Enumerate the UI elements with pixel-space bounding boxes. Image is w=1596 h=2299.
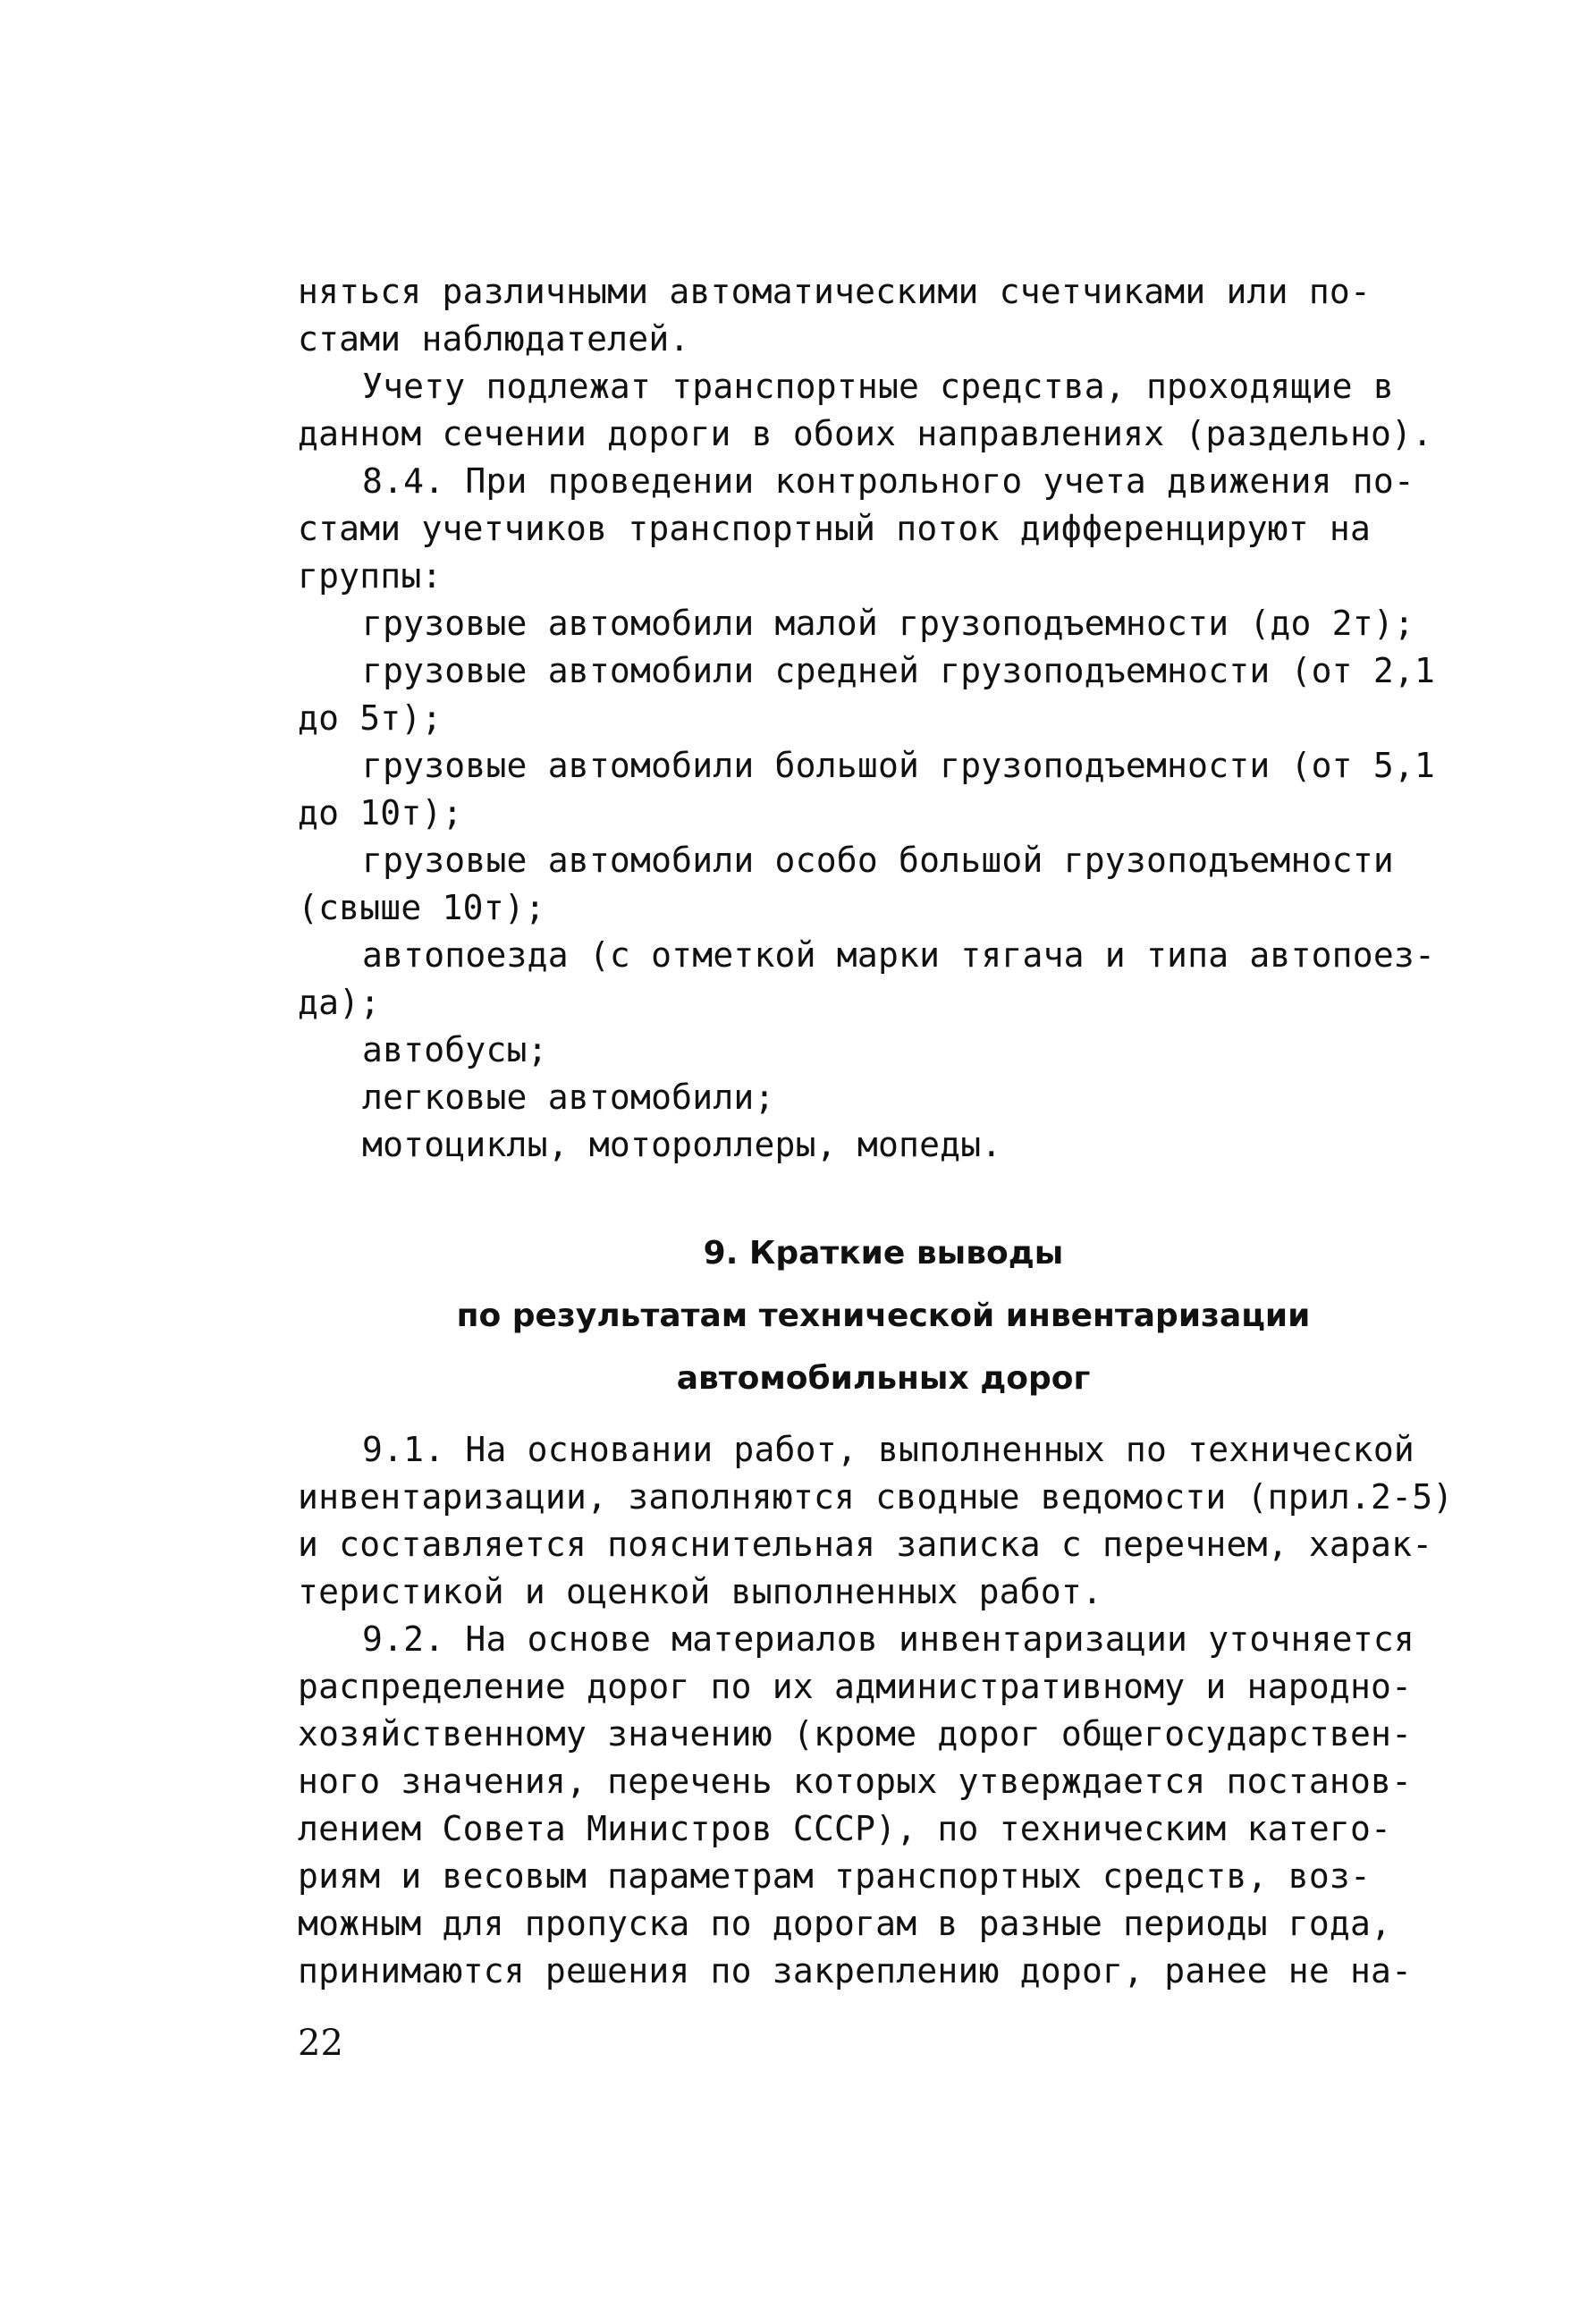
text-line: 8.4. При проведении контрольного учета движения по- [362,461,1414,501]
list-item: грузовые автомобили особо большой грузоподъемности [362,841,1394,880]
text-line: хозяйственному значению (кроме дорог общегосударствен- [298,1714,1413,1754]
text-line: стами учетчиков транспортный поток дифференцируют на [298,509,1372,548]
list-item: грузовые автомобили средней грузоподъемности (от 2,1 [362,651,1436,690]
text-line: стами наблюдателей. [298,319,690,359]
list-item: легковые автомобили; [362,1078,775,1117]
list-item: мотоциклы, мотороллеры, мопеды. [362,1125,1002,1164]
section-heading-line: автомобильных дорог [676,1360,1091,1397]
list-item: грузовые автомобили большой грузоподъемности (от 5,1 [362,746,1436,785]
section-9-text [298,1426,1469,1995]
list-item-continuation: да); [298,983,381,1022]
text-line: теристикой и оценкой выполненных работ. [298,1572,1103,1611]
text-line: 9.1. На основании работ, выполненных по технической [362,1430,1414,1469]
text-line: ного значения, перечень которых утверждается постанов- [298,1762,1413,1801]
text-line: инвентаризации, заполняются сводные ведомости (прил.2-5) [298,1477,1454,1517]
text-line: распределение дорог по их административному и народно- [298,1667,1413,1706]
heading-gap [298,1410,1469,1426]
list-item: автопоезда (с отметкой марки тягача и типа автопоез- [362,935,1436,975]
list-item-continuation: до 5т); [298,698,443,738]
document-page [298,268,1469,1995]
text-line: Учету подлежат транспортные средства, проходящие в [362,367,1394,406]
text-line: и составляется пояснительная записка с перечнем, харак- [298,1525,1433,1564]
text-line: лением Совета Министров СССР), по техническим катего- [298,1809,1392,1848]
list-item-continuation: (свыше 10т); [298,888,545,927]
section-8-text [298,268,1469,1169]
text-line: няться различными автоматическими счетчиками или по- [298,272,1372,311]
list-item: автобусы; [362,1030,548,1069]
text-line: группы: [298,556,443,596]
list-item: грузовые автомобили малой грузоподъемности (до 2т); [362,604,1414,643]
text-line: принимаются решения по закреплению дорог, ранее не на- [298,1951,1413,1990]
text-line: можным для пропуска по дорогам в разные периоды года, [298,1904,1392,1943]
page-number: 22 [298,2023,343,2064]
text-line: 9.2. На основе материалов инвентаризации уточняется [362,1619,1414,1659]
section-gap [298,1169,1469,1222]
text-line: данном сечении дороги в обоих направлениях (раздельно). [298,414,1433,453]
section-heading-line: по результатам технической инвентаризации [456,1297,1311,1334]
list-item-continuation: до 10т); [298,793,463,833]
text-line: риям и весовым параметрам транспортных средств, воз- [298,1856,1372,1896]
section-heading-line: 9. Краткие выводы [703,1235,1064,1272]
section-9-heading [298,1222,1469,1410]
